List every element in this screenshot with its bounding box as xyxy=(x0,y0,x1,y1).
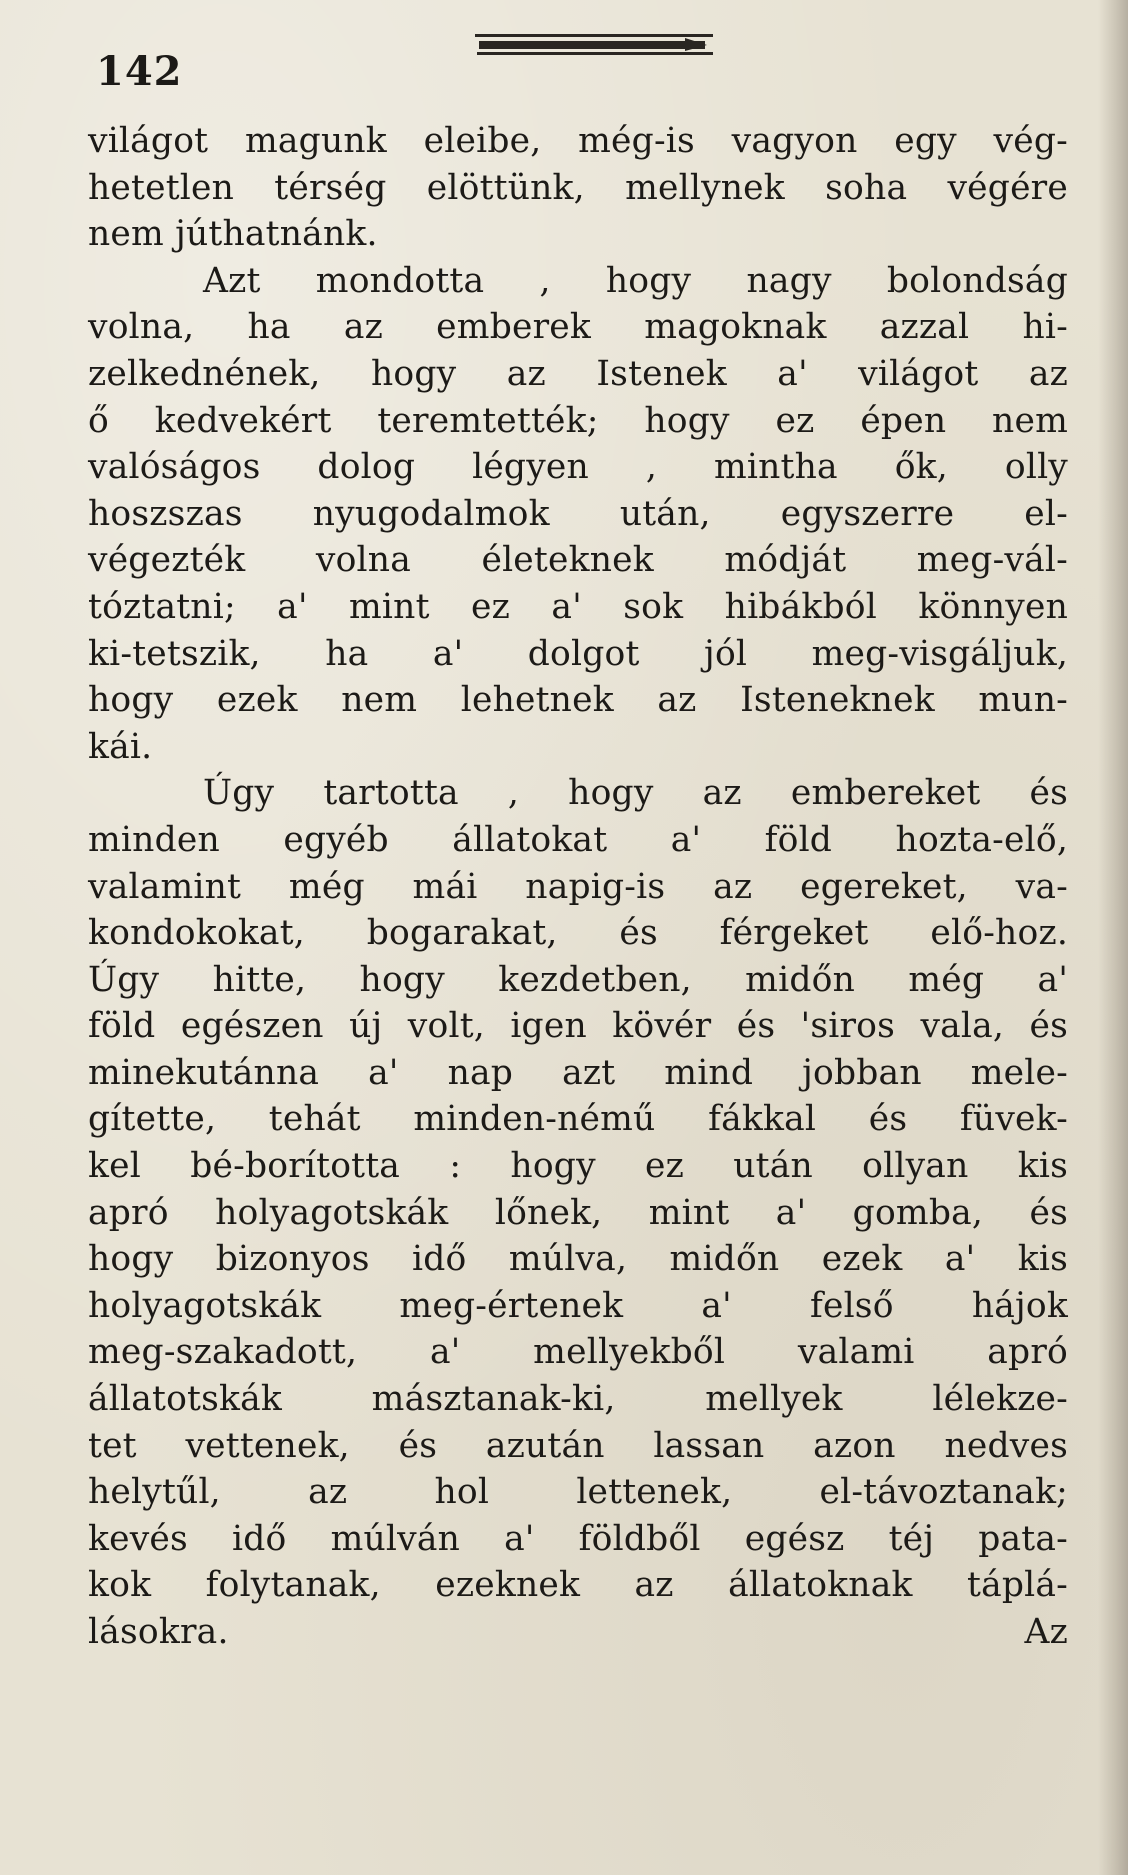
page-number: 142 xyxy=(96,48,183,95)
text-line: világot magunk eleibe, még-is vagyon egy vég- xyxy=(88,121,1068,161)
header-rule-ornament xyxy=(475,32,713,62)
text-line: állatotskák másztanak-ki, mellyek lélekze- xyxy=(88,1379,1068,1420)
text-line: tóztatni; a' mint ez a' sok hibákból könnyen xyxy=(88,586,1068,627)
text-line: Azt mondotta , hogy nagy bolondság xyxy=(203,260,1068,301)
body-text xyxy=(88,118,1068,1656)
text-line: gítette, tehát minden-némű fákkal és füvek- xyxy=(88,1099,1068,1140)
text-line: végezték volna életeknek módját meg-vál- xyxy=(88,540,1068,581)
page-edge-shadow xyxy=(1098,0,1128,1875)
text-line: kok folytanak, ezeknek az állatoknak táplá- xyxy=(88,1565,1068,1606)
text-line: valóságos dolog légyen , mintha ők, olly xyxy=(88,447,1068,488)
text-line: holyagotskák meg-értenek a' felső hájok xyxy=(88,1285,1068,1326)
text-line: nem júthatnánk. xyxy=(88,214,378,255)
text-line: kái. xyxy=(88,726,153,767)
text-line: minekutánna a' nap azt mind jobban mele- xyxy=(88,1052,1068,1093)
page-header xyxy=(0,30,1128,100)
text-line: kondokokat, bogarakat, és férgeket elő-hoz. xyxy=(88,913,1068,954)
text-line: tet vettenek, és azután lassan azon nedves xyxy=(88,1425,1068,1466)
text-line: kel bé-borította : hogy ez után ollyan kis xyxy=(88,1146,1068,1187)
text-line: hoszszas nyugodalmok után, egyszerre el- xyxy=(88,493,1068,534)
text-line: föld egészen új volt, igen kövér és 'siros vala, és xyxy=(88,1006,1068,1047)
text-line: zelkednének, hogy az Istenek a' világot az xyxy=(88,353,1068,394)
text-line: volna, ha az emberek magoknak azzal hi- xyxy=(88,307,1068,348)
final-line-row xyxy=(88,1609,1068,1656)
text-line: Úgy hitte, hogy kezdetben, midőn még a' xyxy=(88,959,1068,1000)
text-line: hogy bizonyos idő múlva, midőn ezek a' kis xyxy=(88,1239,1068,1280)
text-line: hogy ezek nem lehetnek az Isteneknek mun- xyxy=(88,680,1068,721)
text-line: helytűl, az hol lettenek, el-távoztanak; xyxy=(88,1472,1068,1513)
text-line: apró holyagotskák lőnek, mint a' gomba, és xyxy=(88,1192,1068,1233)
text-line: valamint még mái napig-is az egereket, va- xyxy=(88,866,1068,907)
text-line: hetetlen térség elöttünk, mellynek soha végére xyxy=(88,167,1068,208)
text-line: meg-szakadott, a' mellyekből valami apró xyxy=(88,1332,1068,1373)
text-line: ki-tetszik, ha a' dolgot jól meg-visgáljuk, xyxy=(88,633,1068,674)
text-line: ő kedvekért teremtették; hogy ez épen nem xyxy=(88,400,1068,441)
text-line: kevés idő múlván a' földből egész téj pata- xyxy=(88,1518,1068,1559)
text-line: lásokra. xyxy=(88,1612,229,1652)
catchword: Az xyxy=(1024,1612,1068,1652)
text-line: Úgy tartotta , hogy az embereket és xyxy=(203,773,1068,814)
text-line: minden egyéb állatokat a' föld hozta-elő, xyxy=(88,819,1068,860)
